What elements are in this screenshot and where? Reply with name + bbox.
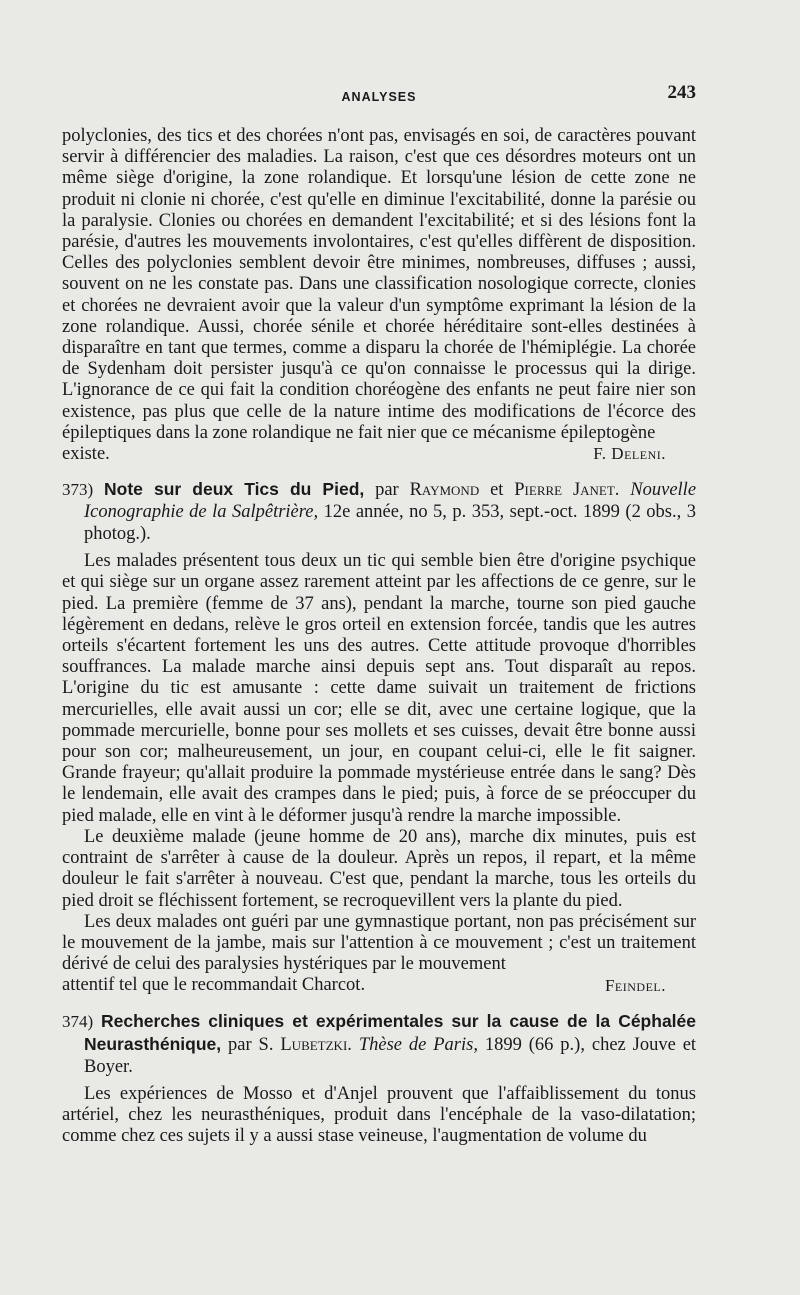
entry-by: par xyxy=(375,480,399,501)
running-header xyxy=(62,82,696,108)
paragraph-continuation xyxy=(62,126,696,464)
paragraph-text: polyclonies, des tics et des chorées n'ont pas, envisagés en soi, de caractères pouvant servir à différencier des maladies. La raison, c'est que ces désordres moteurs ont un même siège d'origine, la zone rolandique. Et lorsqu'une lésion de cette zone ne produit ni clonie ni chorée, c'est qu'elle en diminue l'excitabilité, donne la parésie ou la paralysie. Clonies ou chorées en demandent l'excitabilité; et si des lésions font la parésie, d'autres les mouvements involontaires, c'est qu'elles diffèrent de disposition. Celles des polyclonies semblent devoir être minimes, nombreuses, diffuses ; aussi, souvent on ne les constate pas. Dans une classification nosologique correcte, clonies et chorées ne devraient avoir que la valeur d'un symptôme exprimant la lésion de la zone rolandique. Aussi, chorée sénile et chorée héréditaire sont-elles destinées à disparaître en tant que termes, comme a disparu la chorée de l'hémiplégie. La chorée de Sydenham doit persister jusqu'à ce qu'on connaisse le processus qui la dirige. L'ignorance de ce qui fait la condition choréogène des enfants ne peut faire nier son existence, pas plus que celle de la nature intime des modifications de l'écorce des épileptiques dans la zone rolandique ne fait nier que ce mécanisme épileptogène xyxy=(62,126,696,443)
paragraph-last-line: existe. xyxy=(62,444,110,465)
entry-373-heading xyxy=(62,478,696,545)
entry-number: 373) xyxy=(62,480,94,500)
paragraph-373-2: Le deuxième malade (jeune homme de 20 ans), marche dix minutes, puis est contraint de s'arrêter à cause de la douleur. Après un repos, il repart, et la même douleur le fait s'arrêter à nouveau. C'est que, pendant la marche, tous les orteils du pied droit se fléchissent fortement, se recroquevillent vers la plante du pied. xyxy=(62,826,696,911)
entry-journal: Nouvelle Iconographie de la Salpêtrière, xyxy=(84,480,697,523)
paragraph-373-3-last-line: attentif tel que le recommandait Charcot. xyxy=(62,975,366,996)
signature-text: F. Deleni. xyxy=(593,444,666,464)
page-number: 243 xyxy=(667,82,696,103)
entry-journal: Thèse de Paris, xyxy=(358,1034,478,1055)
entry-title: Recherches cliniques et expérimentales sur la cause de la Céphalée Neurasthénique, xyxy=(84,1010,697,1054)
entry-and: et xyxy=(490,480,504,501)
entry-author-1: Raymond xyxy=(409,480,480,501)
paragraph-374-1: Les expériences de Mosso et d'Anjel prouvent que l'affaiblissement du tonus artériel, chez les neurasthéniques, produit dans l'encéphale de la vaso-dilatation; comme chez ces sujets il y a aussi stase veineuse, l'augmentation de volume du xyxy=(62,1083,696,1146)
signature-text: Feindel. xyxy=(604,975,666,995)
entry-details: 12e année, no 5, p. 353, sept.-oct. 1899 (2 obs., 3 photog.). xyxy=(84,502,696,545)
paragraph-373-3-block xyxy=(62,912,696,996)
entry-author-2: Pierre Janet. xyxy=(514,480,620,501)
entry-by: par S. xyxy=(228,1034,274,1055)
entry-title: Note sur deux Tics du Pied, xyxy=(104,479,365,500)
entry-374-heading xyxy=(62,1010,696,1078)
entry-author: Lubetzki. xyxy=(280,1034,352,1055)
running-title: ANALYSES xyxy=(341,90,417,104)
entry-number: 374) xyxy=(62,1011,94,1031)
paragraph-373-3: Les deux malades ont guéri par une gymnastique portant, non pas précisément sur le mouvement de la jambe, mais sur l'attention à ce mouvement ; c'est un traitement dérivé de celui des paralysies hystériques par le mouvement xyxy=(62,911,696,975)
entry-details: 1899 (66 p.), chez Jouve et Boyer. xyxy=(84,1034,697,1077)
paragraph-373-1: Les malades présentent tous deux un tic qui semble bien être d'origine psychique et qui siège sur un organe assez rarement atteint par les affections de ce genre, sur le pied. La première (femme de 37 ans), pendant la marche, tourne son pied gauche légèrement en dedans, relève le gros orteil en extension forcée, tandis que les autres orteils s'écartent fortement les uns des autres. Cette attitude provoque d'horribles souffrances. La malade marche ainsi depuis sept ans. Tout disparaît au repos. L'origine du tic est amusante : cette dame suivait un traitement de frictions mercurielles, elle avait aussi un cor; elle se dit, avec une certaine logique, que la pommade mercurielle, bonne pour ses mollets et ses cuisses, devait être bonne aussi pour son cor; malheureusement, un jour, en coupant celui-ci, elle le fit saigner. Grande frayeur; qu'allait produire la pommade mystérieuse entrée dans le sang? Dès le lendemain, elle avait des crampes dans le pied; puis, à force de se préoccuper du pied malade, elle en vint à le déformer jusqu'à rendre la marche impossible. xyxy=(62,551,696,826)
signature-deleni xyxy=(62,444,696,464)
